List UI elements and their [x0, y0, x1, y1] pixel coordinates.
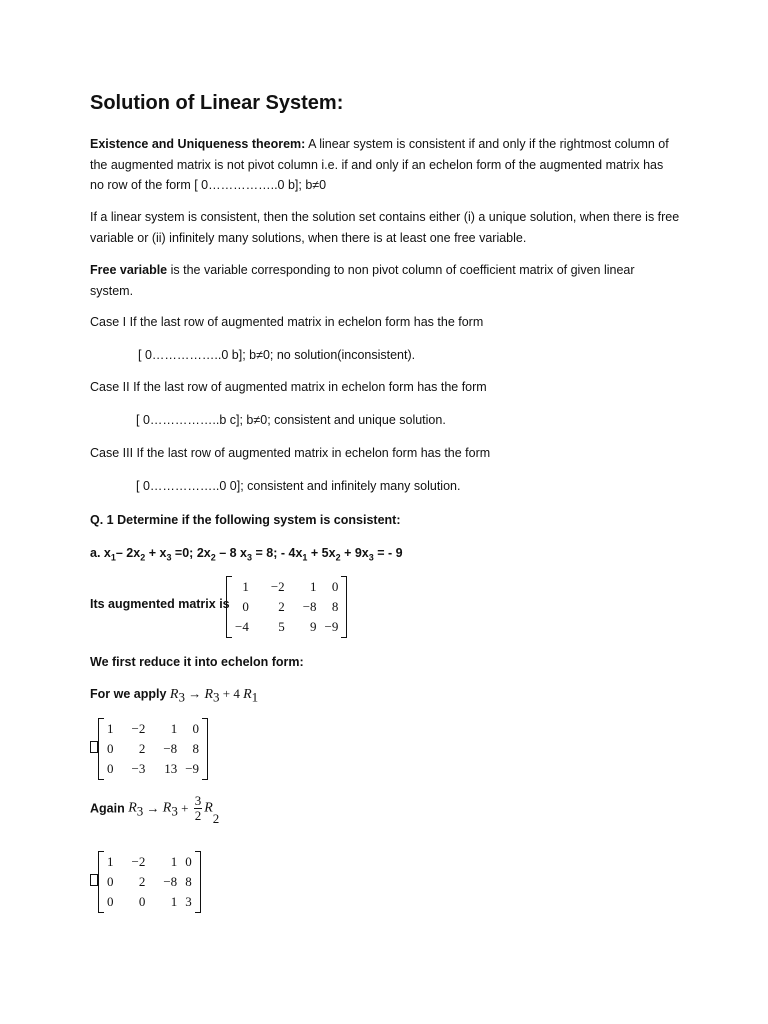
fraction: $\frac{3}{2}$: [194, 793, 202, 823]
reduce-text: We first reduce it into echelon form:: [90, 655, 304, 669]
operation-1: For we apply $R_3 \to R_3 + 4$ $R_1$: [90, 686, 259, 705]
missing-glyph-icon: [90, 741, 98, 753]
free-variable-text: is the variable corresponding to non pivot column of coefficient matrix of given linear system.: [90, 263, 635, 298]
case-2-detail: [ 0……………..b c]; b≠0; consistent and unique solution.: [136, 413, 446, 427]
missing-glyph-icon-2: [90, 874, 98, 886]
augmented-label: Its augmented matrix is: [90, 597, 230, 611]
free-variable-label: Free variable: [90, 263, 168, 277]
theorem-text: A linear system is consistent if and only if the rightmost column of the augmented matrix is not pivot column i.e. if and only if an echelon form of the augmented matrix has no row of the form [ 0……………..0 b]; b≠0: [90, 137, 669, 192]
matrix-step-1: 1 −2 1 0 0 2 −8 8 0 −3 13 −9: [98, 718, 208, 780]
case-1-detail: [ 0……………..0 b]; b≠0; no solution(inconsistent).: [138, 348, 416, 362]
free-variable-paragraph: [90, 260, 680, 301]
case-3-detail: [ 0……………..0 0]; consistent and infinitely many solution.: [136, 479, 461, 493]
page-title: Solution of Linear System:: [90, 92, 344, 114]
case-2-heading: Case II If the last row of augmented matrix in echelon form has the form: [90, 380, 487, 394]
consistent-paragraph: If a linear system is consistent, then the solution set contains either (i) a unique solution, when there is free variable or (ii) infinitely many solutions, when there is at least one free variable.: [90, 210, 680, 245]
augmented-matrix: 1 −2 1 0 0 2 −8 8 −4 5 9 −9: [226, 576, 347, 638]
question-text: Q. 1 Determine if the following system is consistent:: [90, 513, 401, 527]
theorem-paragraph: [90, 134, 680, 196]
case-1-heading: Case I If the last row of augmented matrix in echelon form has the form: [90, 315, 484, 329]
case-3-heading: Case III If the last row of augmented matrix in echelon form has the form: [90, 446, 491, 460]
system-equations: a. $x_1-$ $2x_2 + x_3 =0$; $2x_2 - 8$ $x_3 = 8$; - $4x_1 + 5x_2 + 9x_3$ = - 9: [90, 546, 403, 563]
theorem-label: Existence and Uniqueness theorem:: [90, 137, 306, 151]
matrix-step-2: 1 −2 1 0 0 2 −8 8 0 0 1 3: [98, 851, 201, 913]
operation-2: Again $R_3 \to R_3$ + $\frac{3}{2}$ $R_2$: [90, 793, 220, 827]
